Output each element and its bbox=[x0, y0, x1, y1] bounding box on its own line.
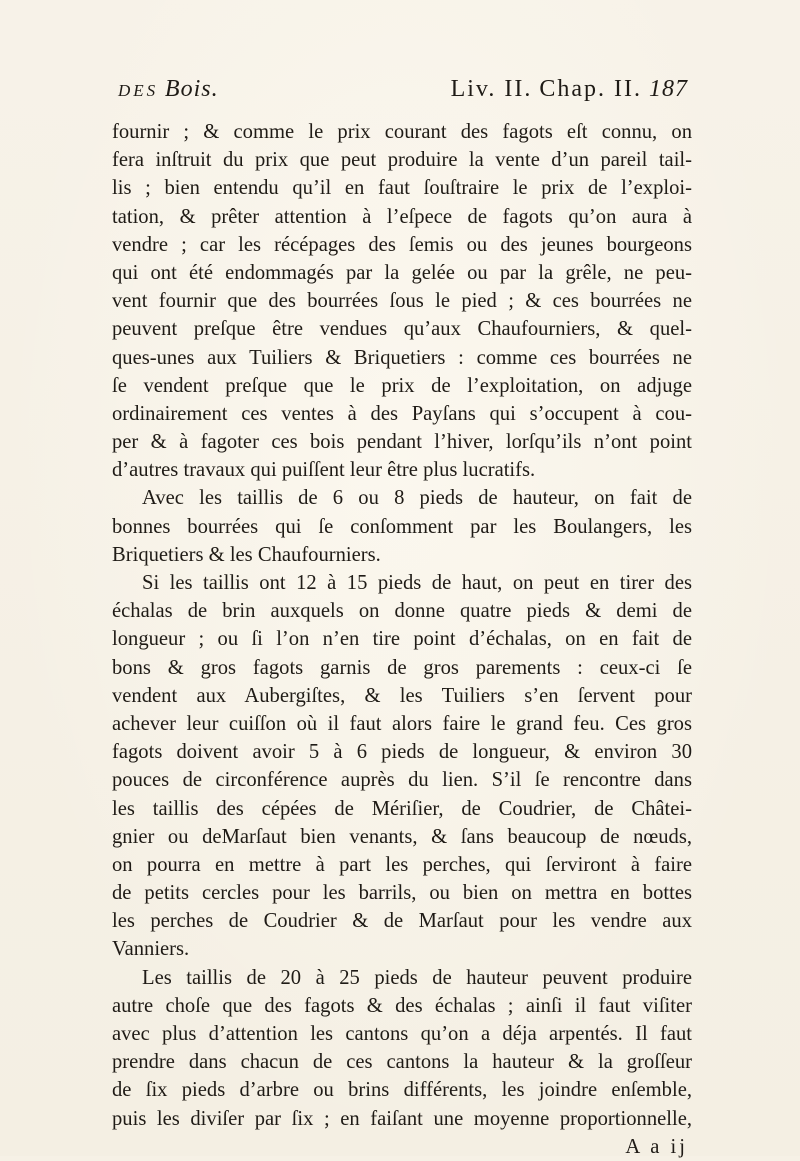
text-line: avec plus d’attention les cantons qu’on a déja arpentés. Il faut bbox=[112, 1023, 692, 1045]
text-line: autre choſe que des fagots & des échalas ; ainſi il faut viſiter bbox=[112, 994, 692, 1017]
text-line: Si les taillis ont 12 à 15 pieds de haut, on peut en tirer des bbox=[142, 572, 692, 594]
text-line: les taillis des cépées de Mériſier, de Coudrier, de Châtei- bbox=[112, 797, 692, 820]
text-line: per & à fagoter ces bois pendant l’hiver, lorſqu’ils n’ont point bbox=[112, 431, 692, 454]
text-line: tation, & prêter attention à l’eſpece de fagots qu’on aura à bbox=[112, 205, 692, 228]
text-line: fera inſtruit du prix que peut produire la vente d’un pareil tail- bbox=[112, 149, 692, 172]
text-line: vendent aux Aubergiſtes, & les Tuiliers s’en ſervent pour bbox=[112, 684, 692, 707]
running-head-word: Bois. bbox=[164, 76, 219, 102]
text-line: Briquetiers & les Chaufourniers. bbox=[112, 543, 381, 566]
text-line: ſe vendent preſque que le prix de l’exploitation, on adjuge bbox=[112, 374, 692, 397]
text-line: puis les diviſer par ſix ; en faiſant une moyenne proportionnelle, bbox=[112, 1107, 692, 1130]
text-line: on pourra en mettre à part les perches, qui ſerviront à faire bbox=[112, 853, 692, 876]
text-line: lis ; bien entendu qu’il en faut ſouſtraire le prix de l’exploi- bbox=[112, 177, 692, 200]
running-head-title bbox=[118, 76, 219, 103]
text-line: bonnes bourrées qui ſe conſomment par les Boulangers, les bbox=[112, 515, 692, 538]
text-line: prendre dans chacun de ces cantons la hauteur & la groſſeur bbox=[112, 1051, 692, 1074]
page-number: 187 bbox=[649, 76, 688, 102]
text-line: qui ont été endommagés par la gelée ou par la grêle, ne peu- bbox=[112, 261, 692, 284]
text-line: fagots doivent avoir 5 à 6 pieds de longueur, & environ 30 bbox=[112, 741, 692, 764]
running-head-prefix: DES bbox=[118, 81, 159, 100]
text-line: échalas de brin auxquels on donne quatre pieds & demi de bbox=[112, 600, 692, 623]
text-line: d’autres travaux qui puiſſent leur être plus lucratifs. bbox=[112, 459, 536, 482]
text-line: vent fournir que des bourrées ſous le pied ; & ces bourrées ne bbox=[112, 290, 692, 313]
text-line: de ſix pieds d’arbre ou brins différents, les joindre enſemble, bbox=[112, 1079, 692, 1102]
running-head-book: Liv. II. bbox=[450, 76, 533, 102]
text-line: gnier ou deMarſaut bien venants, & ſans beaucoup de nœuds, bbox=[112, 825, 692, 848]
text-line: vendre ; car les récépages des ſemis ou des jeunes bourgeons bbox=[112, 233, 692, 256]
text-line: Vanniers. bbox=[112, 938, 190, 961]
text-line: bons & gros fagots garnis de gros parements : ceux-ci ſe bbox=[112, 656, 692, 679]
text-line: ordinairement ces ventes à des Payſans qui s’occupent à cou- bbox=[112, 402, 692, 425]
text-line: Les taillis de 20 à 25 pieds de hauteur peuvent produire bbox=[142, 966, 692, 989]
text-line: fournir ; & comme le prix courant des fagots eſt connu, on bbox=[112, 121, 692, 143]
text-line: peuvent preſque être vendues qu’aux Chaufourniers, & quel- bbox=[112, 318, 692, 341]
running-head-chap: Chap. II. bbox=[539, 76, 642, 102]
running-head bbox=[118, 76, 688, 116]
text-line: achever leur cuiſſon où il faut alors faire le grand feu. Ces gros bbox=[112, 712, 692, 735]
text-line: longueur ; ou ſi l’on n’en tire point d’échalas, on en fait de bbox=[112, 628, 692, 651]
body-text bbox=[112, 118, 692, 1161]
text-line: les perches de Coudrier & de Marſaut pour les vendre aux bbox=[112, 910, 692, 933]
text-line: Avec les taillis de 6 ou 8 pieds de hauteur, on fait de bbox=[142, 487, 692, 510]
text-line: ques-unes aux Tuiliers & Briquetiers : comme ces bourrées ne bbox=[112, 346, 692, 369]
text-line: de petits cercles pour les barrils, ou bien on mettra en bottes bbox=[112, 882, 692, 905]
text-line: pouces de circonférence auprès du lien. S’il ſe rencontre dans bbox=[112, 769, 692, 792]
signature-mark: A a ij bbox=[625, 1135, 688, 1158]
running-head-chapter bbox=[451, 76, 688, 103]
